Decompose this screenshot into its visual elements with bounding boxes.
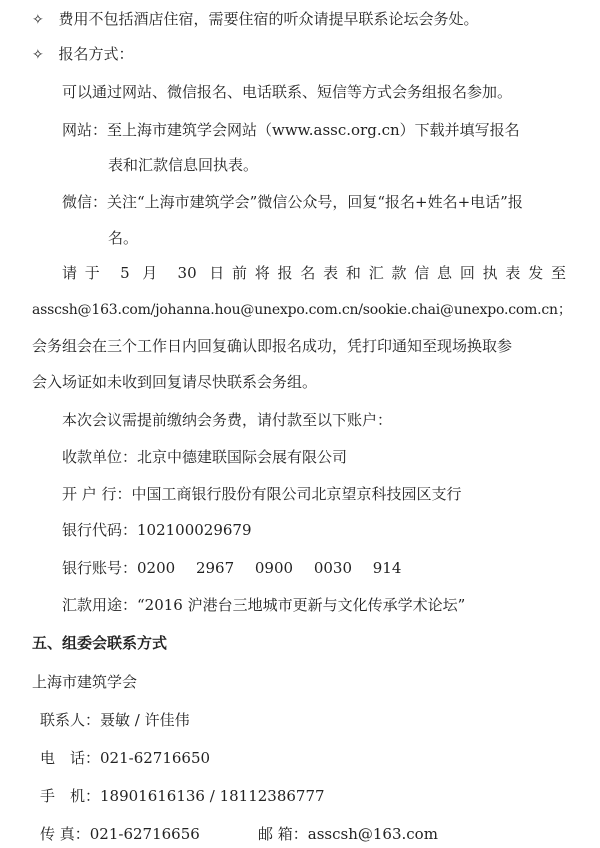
payment-purpose: 汇款用途：“2016 沪港台三地城市更新与文化传承学术论坛” [62,596,466,614]
registration-emails: asscsh@163.com/johanna.hou@unexpo.com.cn/sookie.chai@unexpo.com.cn； [32,302,572,318]
registration-web-line1: 网站：至上海市建筑学会网站（www.assc.org.cn）下载并填写报名 [62,121,520,139]
registration-deadline-line3: 会务组会在三个工作日内回复确认即报名成功，凭打印通知至现场换取参 [32,337,513,355]
payment-bank-code: 银行代码：102100029679 [62,521,252,539]
contact-org: 上海市建筑学会 [32,673,138,691]
contact-person: 联系人：聂敏 / 许佳伟 [40,711,190,729]
diamond-bullet-icon: ✧ [32,47,44,63]
contact-email: 邮 箱：asscsh@163.com [258,825,438,843]
registration-web-line2: 表和汇款信息回执表。 [108,156,259,174]
payment-account: 银行账号：0200 2967 0900 0030 914 [62,559,402,577]
contact-phone: 电 话：021-62716650 [40,749,211,767]
note-accommodation [32,9,479,30]
payment-bank: 开 户 行：中国工商银行股份有限公司北京望京科技园区支行 [62,485,462,503]
registration-deadline-line1: 请于 5 月 30 日前将报名表和汇款信息回执表发至 [62,264,566,282]
note-accommodation-text: 费用不包括酒店住宿，需要住宿的听众请提早联系论坛会务处。 [58,10,479,28]
registration-deadline-line4: 会入场证如未收到回复请尽快联系会务组。 [32,373,318,391]
diamond-bullet-icon: ✧ [32,12,44,28]
contact-fax: 传 真：021-62716656 [40,825,200,843]
registration-intro: 可以通过网站、微信报名、电话联系、短信等方式会务组报名参加。 [62,83,513,101]
registration-wechat-line2: 名。 [108,229,139,247]
payment-intro: 本次会议需提前缴纳会务费，请付款至以下账户： [62,411,393,429]
contact-mobile: 手 机：18901616136 / 18112386777 [40,787,325,805]
payment-payee: 收款单位：北京中德建联国际会展有限公司 [62,448,348,466]
note-registration [32,44,134,65]
registration-wechat-line1: 微信：关注“上海市建筑学会”微信公众号，回复“报名+姓名+电话”报 [62,193,523,211]
note-registration-text: 报名方式： [58,45,134,63]
section-heading: 五、组委会联系方式 [32,634,168,652]
